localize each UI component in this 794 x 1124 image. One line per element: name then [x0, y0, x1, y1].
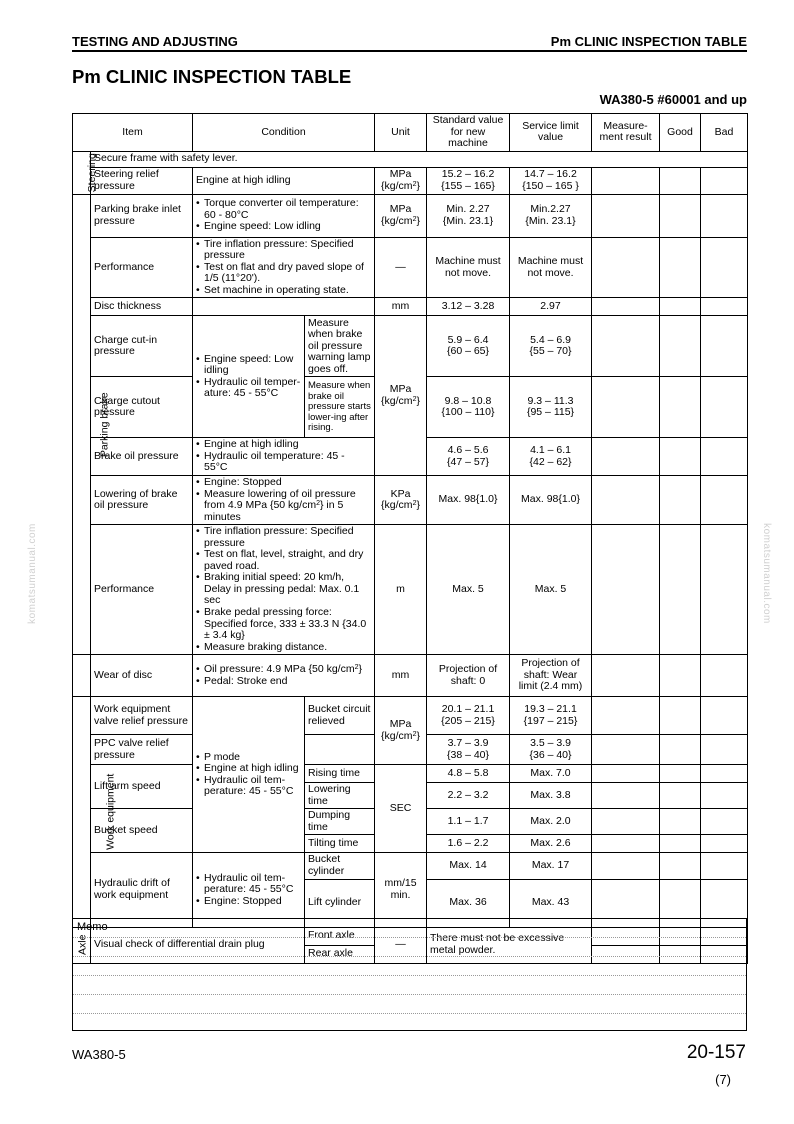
page-title: Pm CLINIC INSPECTION TABLE	[72, 66, 352, 87]
col-item: Item	[73, 114, 193, 152]
memo-line	[73, 1013, 746, 1014]
inspection-table	[72, 113, 748, 964]
memo-box	[72, 918, 747, 1031]
table-row: Hydraulic drift of work equipment • Hydraulic oil tem-perature: 45 - 55°C • Engine: Stopped Bucket cylinder mm/15 min. Max. 14 Max. 17	[73, 853, 748, 879]
watermark-right: komatsumanual.com	[760, 523, 772, 624]
col-condition: Condition	[193, 114, 375, 152]
table-row: Brake oil pressure • Engine at high idling • Hydraulic oil temperature: 45 - 55°C 4.6 – 5.6 {47 – 57} 4.1 – 6.1 {42 – 62}	[73, 438, 748, 476]
col-service: Service limit value	[510, 114, 592, 152]
watermark-left: komatsumanual.com	[26, 523, 38, 624]
group-axle: Axle	[73, 927, 91, 963]
table-row: Bucket speed Dumping time 1.1 – 1.7 Max. 2.0	[73, 809, 748, 835]
secure-frame-note: Secure frame with safety lever.	[91, 151, 748, 167]
table-row: Charge cut-in pressure • Engine speed: Low idling • Hydraulic oil temper-ature: 45 - 55°C Measure when brake oil pressure warning lamp goes off. MPa $\{kg/cm^2\}$ 5.9 – 6.4 {60 – 65} 5.4 – 6.9 {55 – 70}	[73, 316, 748, 377]
footer-model: WA380-5	[72, 1047, 126, 1062]
memo-label: Memo	[77, 921, 108, 933]
memo-line	[73, 937, 746, 938]
group-parking-brake: Parking brake	[73, 194, 91, 655]
table-row: Wear of disc • Oil pressure: 4.9 MPa {50 $kg/cm^2$} • Pedal: Stroke end mm Projection of shaft: 0 Projection of shaft: Wear limit (2.4 mm)	[73, 655, 748, 697]
revision-number: (7)	[715, 1072, 731, 1087]
header-table-title: Pm CLINIC INSPECTION TABLE	[550, 34, 747, 49]
col-unit: Unit	[375, 114, 427, 152]
table-row: Lowering time 2.2 – 3.2 Max. 3.8	[73, 783, 748, 809]
table-row: Performance • Tire inflation pressure: Specified pressure • Test on flat, level, straight, and dry paved road. • Braking initial speed: 20 km/h, Delay in pressing pedal: Max. 0.1 sec • Brake pedal pressing force: Specified force, 333 ± 33.3 N {34.0 ± 3.4 kg} • Measure braking distance. m Max. 5 Max. 5	[73, 525, 748, 655]
memo-line	[73, 975, 746, 976]
table-row: Steering relief pressure Engine at high idling MPa $\{kg/cm^2\}$ 15.2 – 16.2 {155 – 165} 14.7 – 16.2 {150 – 165 }	[73, 167, 748, 194]
table-row: Work equipment Work equipment valve relief pressure • P mode • Engine at high idling • Hydraulic oil tem-perature: 45 - 55°C Bucket circuit relieved MPa $\{kg/cm^2\}$ 20.1 – 21.1 {205 – 215} 19.3 – 21.1 {197 – 215}	[73, 697, 748, 735]
col-bad: Bad	[701, 114, 748, 152]
table-row: Parking brake Parking brake inlet pressure • Torque converter oil temperature: 60 - 80°C • Engine speed: Low idling MPa $\{kg/cm^2\}$ Min. 2.27 {Min. 23.1} Min.2.27 {Min. 23.1}	[73, 194, 748, 237]
table-row: Tilting time 1.6 – 2.2 Max. 2.6	[73, 835, 748, 853]
table-row: Lowering of brake oil pressure • Engine: Stopped • Measure lowering of oil pressure from 4.9 MPa {50 $kg/cm^2$} in 5 minutes KPa $\{kg/cm^2\}$ Max. 98{1.0} Max. 98{1.0}	[73, 476, 748, 525]
group-work-equipment: Work equipment	[73, 697, 91, 927]
table-row	[73, 151, 748, 167]
header-row	[73, 114, 748, 152]
model-serial: WA380-5 #60001 and up	[599, 92, 747, 107]
table-row: Charge cutout pressure Measure when brake oil pressure starts lower-ing after rising. 9.8 – 10.8 {100 – 110} 9.3 – 11.3 {95 – 115}	[73, 377, 748, 438]
group-steering: Steering	[73, 151, 91, 194]
page-number: 20-157	[686, 1042, 746, 1063]
col-standard: Standard value for new machine	[427, 114, 510, 152]
table-row: Lift cylinder Max. 36 Max. 43	[73, 879, 748, 927]
table-row: Rear axle	[73, 945, 748, 963]
memo-line	[73, 956, 746, 957]
col-good: Good	[660, 114, 701, 152]
table-row: PPC valve relief pressure 3.7 – 3.9 {38 – 40} 3.5 – 3.9 {36 – 40}	[73, 735, 748, 765]
memo-line	[73, 994, 746, 995]
table-row: Lift arm speed Rising time SEC 4.8 – 5.8 Max. 7.0	[73, 765, 748, 783]
col-measurement: Measure-ment result	[592, 114, 660, 152]
table-row: Axle Visual check of differential drain plug Front axle — There must not be excessive metal powder.	[73, 927, 748, 945]
page-header	[72, 34, 747, 52]
section-title: TESTING AND ADJUSTING	[72, 34, 238, 49]
table-row: Performance • Tire inflation pressure: Specified pressure • Test on flat and dry paved slope of 1/5 (11°20'). • Set machine in operating state. — Machine must not move. Machine must not move.	[73, 237, 748, 298]
table-row: Disc thickness mm 3.12 – 3.28 2.97	[73, 298, 748, 316]
